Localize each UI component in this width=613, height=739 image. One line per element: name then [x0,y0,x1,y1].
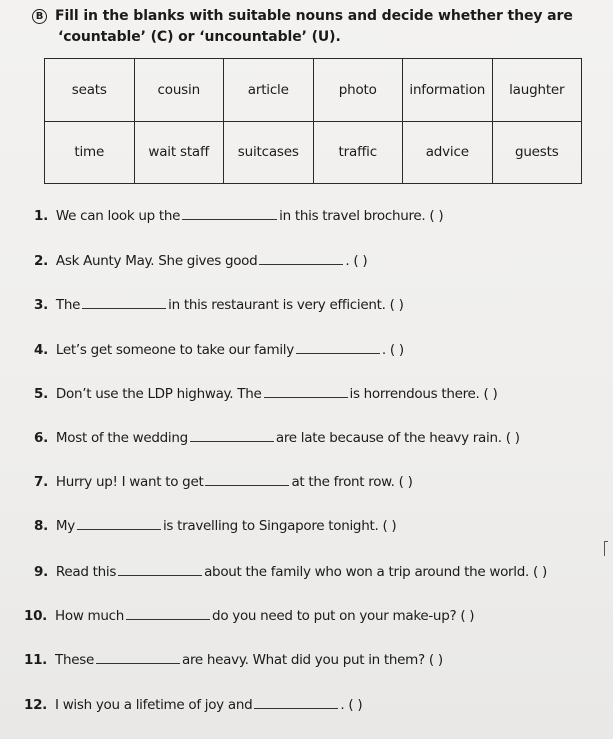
answer-blank[interactable] [190,429,274,442]
word-cell: traffic [313,121,403,184]
answer-bracket[interactable]: ( ) [382,518,397,534]
exercise-heading [32,6,602,48]
question-text-before: How much [55,608,125,624]
question-number: 3. [34,297,48,313]
answer-bracket[interactable]: ( ) [483,386,498,402]
word-cell: cousin [134,59,224,122]
answer-bracket[interactable]: ( ) [353,253,368,269]
question-text-before: Most of the wedding [55,430,188,446]
question-item [24,607,474,625]
exercise-label-badge: B [32,9,47,24]
answer-blank[interactable] [77,517,161,530]
word-cell: guests [492,121,582,184]
question-text-after: in this restaurant is very efficient. [168,297,386,313]
answer-blank[interactable] [118,563,202,576]
question-text-before: Hurry up! I want to get [55,474,204,490]
answer-bracket[interactable]: ( ) [389,297,404,313]
question-item [34,252,367,270]
question-text-after: is travelling to Singapore tonight. [162,518,379,534]
answer-blank[interactable] [254,696,338,709]
word-cell: time [45,121,135,184]
margin-edge-mark [604,541,608,556]
question-item [24,651,443,669]
question-text-before: Don’t use the LDP highway. The [55,386,262,402]
word-cell: photo [313,59,403,122]
answer-blank[interactable] [205,473,289,486]
question-text-after: do you need to put on your make-up? [212,608,457,624]
question-text-before: Ask Aunty May. She gives good [55,253,258,269]
question-text-before: We can look up the [55,208,181,224]
answer-blank[interactable] [259,252,343,265]
answer-bracket[interactable]: ( ) [398,474,413,490]
question-text-before: I wish you a lifetime of joy and [55,697,253,713]
word-cell: article [224,59,314,122]
answer-bracket[interactable]: ( ) [389,342,404,358]
question-text-after: about the family who won a trip around the world. [204,564,530,580]
question-item [34,517,396,535]
word-cell: seats [45,59,135,122]
answer-blank[interactable] [182,207,277,220]
question-text-before: Read this [55,564,117,580]
question-text-after: in this travel brochure. [279,208,426,224]
question-text-before: My [55,518,75,534]
question-text-after: . [340,697,345,713]
instruction-line-2: ‘countable’ (C) or ‘uncountable’ (U). [58,29,341,45]
answer-blank[interactable] [96,651,180,664]
question-item [34,296,404,314]
word-cell: advice [403,121,493,184]
question-item [34,385,497,403]
question-text-after: at the front row. [291,474,395,490]
question-item [34,429,520,447]
answer-bracket[interactable]: ( ) [505,430,520,446]
question-text-after: is horrendous there. [349,386,480,402]
question-text-before: These [55,652,94,668]
question-number: 5. [34,386,48,402]
answer-blank[interactable] [82,296,166,309]
question-number: 8. [34,518,48,534]
question-number: 4. [34,342,48,358]
answer-bracket[interactable]: ( ) [429,208,444,224]
question-item [34,473,413,491]
question-text-before: Let’s get someone to take our family [55,342,294,358]
word-cell: laughter [492,59,582,122]
question-number: 1. [34,208,48,224]
answer-blank[interactable] [126,607,210,620]
answer-bracket[interactable]: ( ) [428,652,443,668]
word-box-row [45,59,582,122]
question-item [34,563,547,581]
question-text-after: . [345,253,350,269]
instruction-line-1: Fill in the blanks with suitable nouns and decide whether they are [55,8,573,24]
word-box-row [45,121,582,184]
question-number: 12. [24,697,48,713]
question-number: 2. [34,253,48,269]
word-box-table [44,58,582,184]
word-cell: suitcases [224,121,314,184]
answer-bracket[interactable]: ( ) [460,608,475,624]
question-number: 6. [34,430,48,446]
question-number: 11. [24,652,48,668]
question-text-before: The [55,297,81,313]
question-text-after: are heavy. What did you put in them? [181,652,425,668]
question-text-after: are late because of the heavy rain. [275,430,502,446]
question-number: 9. [34,564,48,580]
question-number: 10. [24,608,48,624]
question-item [24,696,362,714]
answer-blank[interactable] [264,385,348,398]
word-cell: wait staff [134,121,224,184]
answer-bracket[interactable]: ( ) [533,564,547,580]
answer-bracket[interactable]: ( ) [348,697,363,713]
question-number: 7. [34,474,48,490]
question-item [34,341,404,359]
word-cell: information [403,59,493,122]
question-item [34,207,443,225]
answer-blank[interactable] [296,341,380,354]
question-text-after: . [381,342,386,358]
